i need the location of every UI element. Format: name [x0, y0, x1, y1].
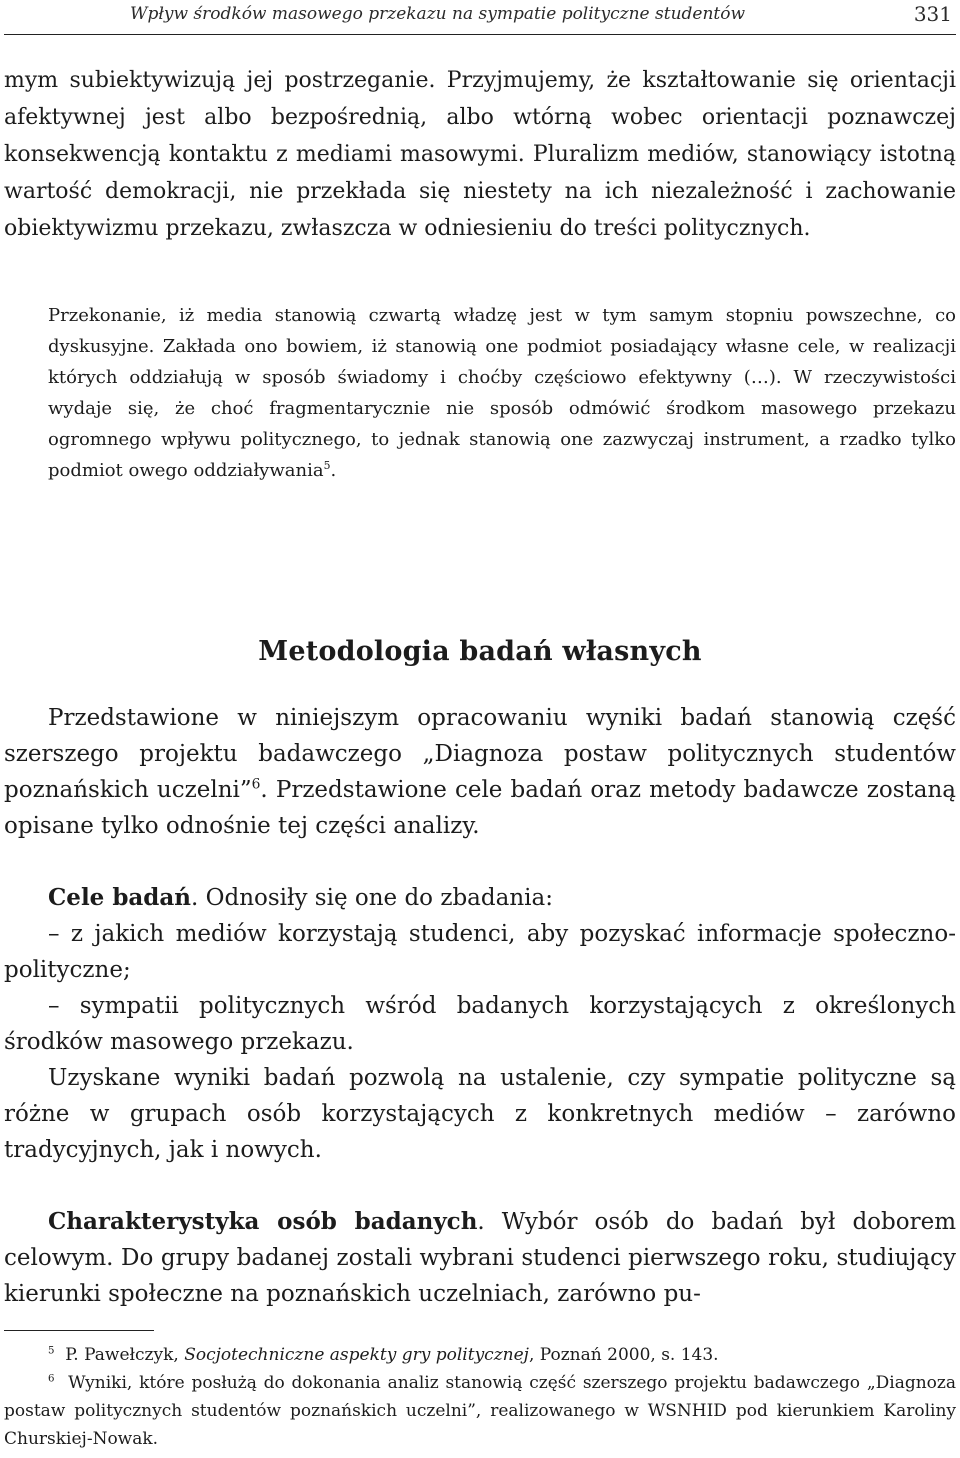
sample-paragraph: [4, 1204, 956, 1312]
intro-text: [4, 62, 956, 247]
footnote-rule: [4, 1330, 154, 1331]
intro-paragraph: mym subiektywizują jej postrzeganie. Przyjmujemy, że kształtowanie się orientacji afektywnej jest albo bezpośrednią, albo wtórną wobec orientacji poznawczej konsekwencją kontaktu z mediami masowymi. Pluralizm mediów, stanowiący istotną wartość demokracji, nie przekłada się niestety na ich niezależność i zachowanie obiektywizmu przekazu, zwłaszcza w odniesieniu do treści politycznych.: [4, 68, 956, 241]
sample-label: Charakterystyka osób badanych: [48, 1208, 478, 1235]
footnote-number: 5: [48, 1345, 55, 1357]
goals-intro: . Odnosiły się one do zbadania:: [191, 885, 553, 911]
block-quote: [48, 300, 956, 486]
goals-outcome: Uzyskane wyniki badań pozwolą na ustalenie, czy sympatie polityczne są różne w grupach osób korzystających z konkretnych mediów – zarówno tradycyjnych, jak i nowych.: [4, 1065, 956, 1163]
footnote-5: [4, 1341, 956, 1369]
footnote-rest: , Poznań 2000, s. 143.: [528, 1345, 719, 1365]
goals-paragraph: [4, 880, 956, 916]
section-body: [4, 700, 956, 1312]
footnote-text: Wyniki, które posłużą do dokonania analiz stanowią część szerszego projektu badawczego „Diagnoza postaw politycznych studentów poznańskich uczelni”, realizowanego w WSNHID pod kierunkiem Karoliny Churskiej-Nowak.: [4, 1373, 956, 1449]
document-page: [4, 0, 956, 1449]
goals-label: Cele badań: [48, 884, 192, 911]
footnote-author: P. Pawełczyk,: [65, 1345, 185, 1365]
footnote-title: Socjotechniczne aspekty gry politycznej: [184, 1345, 529, 1365]
footnotes: [4, 1330, 956, 1453]
goals-item-2: – sympatii politycznych wśród badanych korzystających z określonych środków masowego przekazu.: [4, 993, 956, 1055]
sample-text: . Wybór osób do badań był doborem celowym. Do grupy badanej zostali wybrani studenci pierwszego roku, studiujący kierunki społeczne na poznańskich uczelniach, zarówno pu-: [4, 1209, 956, 1307]
methodology-paragraph: [4, 700, 956, 844]
methodology-text-a: Przedstawione w niniejszym opracowaniu wyniki badań stanowią część szerszego projektu badawczego „Diagnoza postaw politycznych studentów poznańskich uczelni”: [4, 705, 956, 803]
paragraph-spacer: [4, 1168, 956, 1204]
quote-paragraph: [48, 300, 956, 486]
footnote-6: [4, 1369, 956, 1453]
paragraph-spacer: [4, 844, 956, 880]
page-number: 331: [913, 2, 952, 26]
footnote-ref-5[interactable]: 5: [323, 459, 331, 472]
running-title: Wpływ środków masowego przekazu na sympatie polityczne studentów: [130, 4, 746, 24]
section-heading: Metodologia badań własnych: [258, 636, 702, 668]
goals-item-1: – z jakich mediów korzystają studenci, aby pozyskać informacje społeczno-polityczne;: [4, 921, 956, 983]
running-header: [4, 0, 956, 35]
footnote-ref-6[interactable]: 6: [251, 776, 261, 793]
methodology-text-b: . Przedstawione cele badań oraz metody badawcze zostaną opisane tylko odnośnie tej części analizy.: [4, 777, 956, 839]
quote-end: .: [330, 460, 337, 481]
footnote-number: 6: [48, 1373, 55, 1385]
quote-text: Przekonanie, iż media stanowią czwartą władzę jest w tym samym stopniu powszechne, co dyskusyjne. Zakłada ono bowiem, iż stanowią one podmiot posiadający własne cele, w realizacji których oddziałują w sposób świadomy i choćby częściowo efektywny (…). W rzeczywistości wydaje się, że choć fragmentarycznie nie sposób odmówić środkom masowego przekazu ogromnego wpływu politycznego, to jednak stanowią one zazwyczaj instrument, a rzadko tylko podmiot owego oddziaływania: [48, 305, 956, 481]
